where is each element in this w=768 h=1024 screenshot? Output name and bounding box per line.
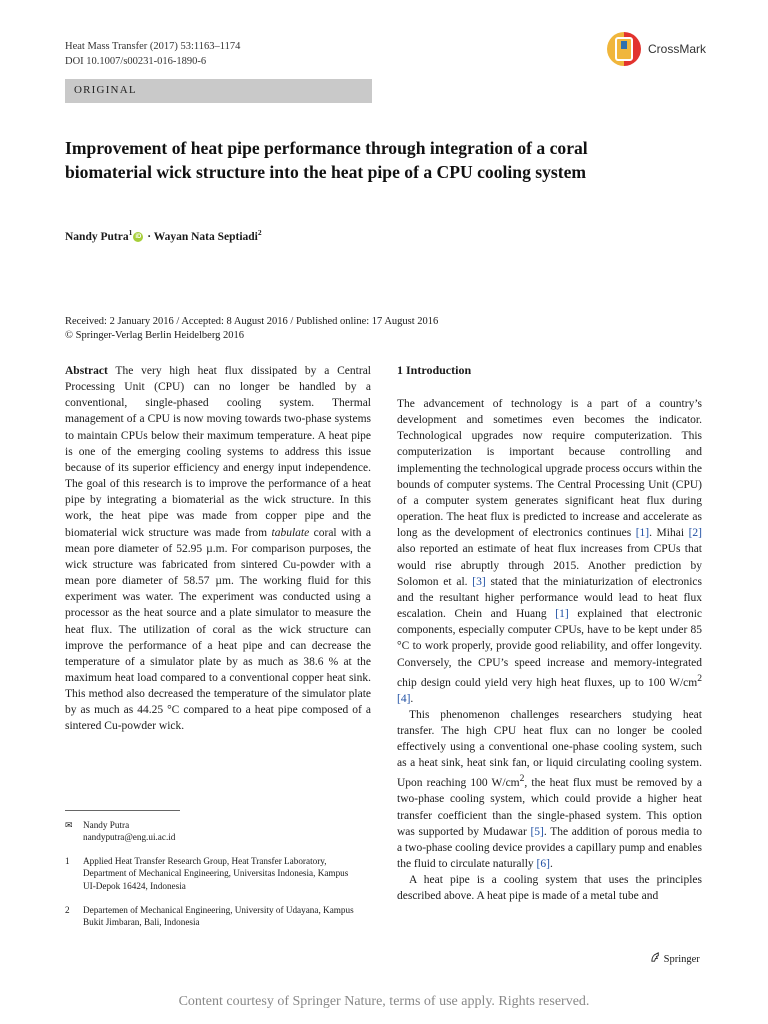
copyright-line: © Springer-Verlag Berlin Heidelberg 2016 <box>65 329 245 341</box>
corresponding-author-name: Nandy Putra <box>83 820 130 830</box>
citation-link[interactable]: [1] <box>635 527 650 540</box>
crossmark-badge[interactable] <box>607 32 717 70</box>
author-separator: · <box>144 230 154 243</box>
citation-link[interactable]: [5] <box>530 825 544 838</box>
journal-citation: Heat Mass Transfer (2017) 53:1163–1174 <box>65 41 241 52</box>
history-dates: Received: 2 January 2016 / Accepted: 8 August 2016 / Published online: 17 August 2016 <box>65 316 439 327</box>
abstract <box>65 363 371 735</box>
publisher-logo <box>650 952 700 965</box>
abstract-text: coral with a mean pore diameter of 52.95 µ.m. For comparison purposes, the wick structure was fabricated from sintered Cu-powder with a mean pore diameter of 58.57 µm. The working fluid for this experiment was water. The experiment was conducted using a processor as the heat source and a plate simulator to measure the heat flux. The utilization of coral as the wick structure can improve the performance of a heat pipe and can decrease the temperature of a simulator plate by as much as 38.6 % at the maximum heat load compared to a conventional copper heat sink. This method also decreased the temperature of the simulator plate by as much as 44.25 °C compared to a heat pipe composed of a sintered Cu-powder wick. <box>65 526 371 733</box>
envelope-icon: ✉ <box>65 820 73 830</box>
citation-link[interactable]: [1] <box>555 608 569 621</box>
corresponding-author-email[interactable]: nandyputra@eng.ui.ac.id <box>83 832 176 843</box>
affiliation-marker: 1 <box>128 228 133 237</box>
crossmark-label: CrossMark <box>648 42 707 56</box>
article-type-banner <box>65 79 372 103</box>
abstract-label: Abstract <box>65 365 108 377</box>
author-name[interactable]: Wayan Nata Septiadi <box>153 230 258 243</box>
publisher-name: Springer <box>663 954 700 965</box>
article-title: Improvement of heat pipe performance through integration of a coral biomaterial wick structure into the heat pipe of a CPU cooling system <box>65 138 588 182</box>
abstract-italic: tabulate <box>271 526 310 539</box>
affiliation-number: 2 <box>65 905 70 915</box>
citation-link[interactable]: [4] <box>397 692 411 705</box>
orcid-icon[interactable]: iD <box>135 234 142 241</box>
publication-dates <box>65 315 438 342</box>
citation-link[interactable]: [2] <box>688 527 702 540</box>
doi-text[interactable]: DOI 10.1007/s00231-016-1890-6 <box>65 56 207 67</box>
crossmark-icon <box>607 32 641 66</box>
springer-horse-icon <box>650 954 664 965</box>
author-name[interactable]: Nandy Putra <box>65 230 129 243</box>
citation-link[interactable]: [3] <box>472 575 486 588</box>
section-heading: 1 Introduction <box>397 363 472 377</box>
affiliation-number: 1 <box>65 856 70 866</box>
introduction-body <box>397 396 702 905</box>
affiliation-text: Departemen of Mechanical Engineering, University of Udayana, Kampus Bukit Jimbaran, Bali, Indonesia <box>83 905 354 928</box>
affiliation-marker: 2 <box>257 228 262 237</box>
paragraph: A heat pipe is a cooling system that uses the principles described above. A heat pipe is made of a metal tube and <box>397 874 702 903</box>
affiliation-text: Applied Heat Transfer Research Group, Heat Transfer Laboratory, Department of Mechanical Engineering, Universitas Indonesia, Kampus UI-Depok 16424, Indonesia <box>83 856 349 891</box>
paragraph: This phenomenon challenges researchers studying heat transfer. The high CPU heat flux can no longer be cooled effectively using a conventional one-phase cooling system, such as a heat sink, heat sink fan, or liquid circulating cooling system. Upon reaching 100 $W/cm^2$, the heat flux must be removed by a two-phase cooling system, which could provide a higher heat transfer coefficient than the single-phased system. This option was supported by Mudawar [5]. The addition of porous media to a two-phase cooling device provides a capillary pump and enables the fluid to circulate naturally [6]. <box>397 708 702 871</box>
paragraph: The advancement of technology is a part of a country’s development and sometimes even becomes the indicator. Technological upgrades now require computerization. This computerization is important because controlling and implementing the technological upgrade process occurs within the bounds of computer systems. The Central Processing Unit (CPU) of a computer system generates significant heat flux during operation. The heat flux is predicted to increase and accelerate as long as the development of electronics continues [1]. Mihai [2] also reported an estimate of heat flux increases from CPUs that would rise abruptly through 2015. Another prediction by Solomon et al. [3] stated that the miniaturization of electronics and the resultant higher performance would lead to heat flux escalation. Chein and Huang [1] explained that electronic components, especially computer CPUs, have to be kept under 85 °C to work properly, provide good reliability, and offer longevity. Conversely, the CPU’s speed increase and memory-integrated chip design could yield very high heat fluxes, up to 100 $W/cm^2$ [4]. <box>397 398 702 705</box>
footnote-divider <box>65 810 180 811</box>
courtesy-notice: Content courtesy of Springer Nature, terms of use apply. Rights reserved. <box>178 994 590 1009</box>
author-list <box>65 228 262 243</box>
citation-link[interactable]: [6] <box>536 858 550 871</box>
abstract-text: The very high heat flux dissipated by a Central Processing Unit (CPU) can no longer be handled by a conventional, single-phased cooling system. Thermal management of a CPU is now moving towards two-phase systems to maintain CPUs below their maximum temperature. A heat pipe is one of the emerging cooling systems to address this issue because of its superior efficiency and energy input independence. The goal of this research is to improve the performance of a heat pipe by integrating a biomaterial as the wick structure. In this work, the heat pipe was made from copper pipe and the biomaterial wick structure was made from <box>65 365 371 539</box>
article-type-label: ORIGINAL <box>74 84 137 96</box>
